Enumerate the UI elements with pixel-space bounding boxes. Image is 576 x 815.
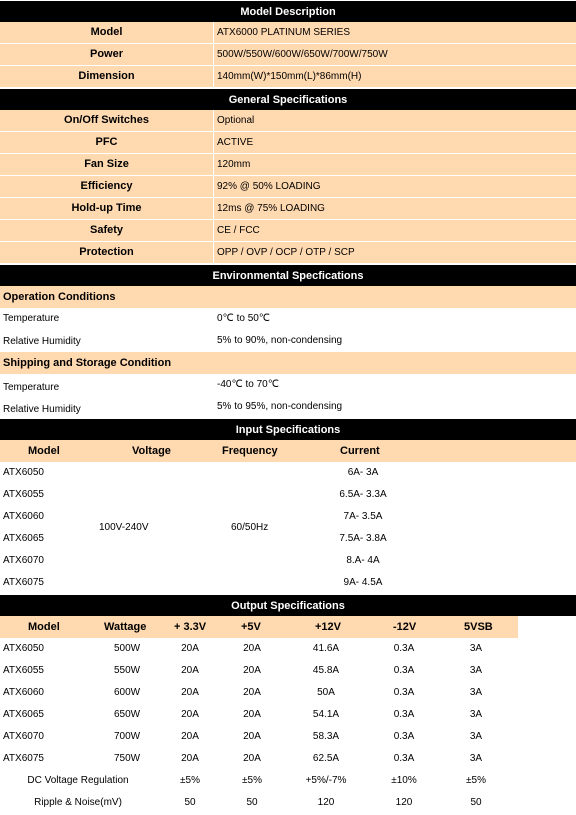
spec-value: 140mm(W)*150mm(L)*86mm(H) [217,71,362,82]
env-row-ship-humidity [0,396,576,418]
input-table-body [0,462,576,594]
column-header-12v: +12V [315,621,341,633]
spec-label: Efficiency [0,176,214,197]
output-5vsb: 3A [469,709,483,720]
column-header-5vsb: 5VSB [464,621,493,633]
output-neg12v: 0.3A [393,731,415,742]
output-wattage: 750W [114,753,141,764]
output-12v: 45.8A [312,665,340,676]
section-header-input: Input Specifications [0,418,576,440]
input-model: ATX6075 [3,577,44,588]
column-header-voltage: Voltage [132,445,171,457]
ripple-5vsb: 50 [470,797,482,808]
input-model: ATX6055 [3,489,44,500]
output-wattage: 700W [114,731,141,742]
spec-label: Power [0,44,214,65]
output-row [0,638,576,660]
spec-row-dimension [0,66,576,88]
spec-value: ATX6000 PLATINUM SERIES [217,27,351,38]
spec-label: Model [0,22,214,43]
spec-row-safety [0,220,576,242]
input-current: 6.5A- 3.3A [339,489,387,500]
output-column-headers [0,616,518,638]
spec-label: Fan Size [0,154,214,175]
column-header-5v: +5V [241,621,261,633]
spec-value: Optional [217,115,255,126]
output-5vsb: 3A [469,643,483,654]
output-wattage: 500W [114,643,141,654]
spec-value: ACTIVE [217,137,254,148]
spec-label: Safety [0,220,214,241]
input-frequency: 60/50Hz [231,522,269,533]
output-model: ATX6065 [3,709,44,720]
spec-row-model [0,22,576,44]
ripple-neg12v: 120 [395,797,413,808]
output-row [0,660,576,682]
input-current: 9A- 4.5A [343,577,383,588]
output-3v3: 20A [181,687,199,698]
output-wattage: 600W [114,687,141,698]
output-3v3: 20A [181,665,199,676]
subsection-title: Shipping and Storage Condition [3,357,172,369]
output-5v: 20A [243,643,261,654]
output-5v: 20A [243,709,261,720]
output-5vsb: 3A [469,731,483,742]
ripple-3v3: 50 [184,797,196,808]
spec-row-holdup [0,198,576,220]
input-current: 7A- 3.5A [343,511,383,522]
output-5v: 20A [243,687,261,698]
env-label: Temperature [3,382,60,393]
output-5v: 20A [243,753,261,764]
spec-row-fan-size [0,154,576,176]
regulation-5v: ±5% [242,775,262,786]
env-value: 5% to 90%, non-condensing [217,335,343,346]
regulation-5vsb: ±5% [466,775,486,786]
output-neg12v: 0.3A [393,753,415,764]
output-12v: 41.6A [312,643,340,654]
output-5vsb: 3A [469,665,483,676]
input-model: ATX6050 [3,467,44,478]
output-wattage: 550W [114,665,141,676]
output-neg12v: 0.3A [393,709,415,720]
output-row [0,726,576,748]
section-header-environmental: Environmental Specfications [0,264,576,286]
subsection-shipping [0,352,576,374]
regulation-12v: +5%/-7% [305,775,347,786]
env-label: Temperature [3,313,60,324]
input-model: ATX6060 [3,511,44,522]
output-5vsb: 3A [469,753,483,764]
env-label: Relative Humidity [3,336,81,347]
output-model: ATX6055 [3,665,44,676]
env-row-ship-temperature [0,374,576,396]
spec-value: 12ms @ 75% LOADING [217,203,325,214]
spec-label: Dimension [0,66,214,87]
input-current: 8.A- 4A [346,555,380,566]
output-5vsb: 3A [469,687,483,698]
output-5v: 20A [243,731,261,742]
regulation-label: DC Voltage Regulation [27,775,129,786]
input-model: ATX6070 [3,555,44,566]
regulation-3v3: ±5% [180,775,200,786]
env-value: 0℃ to 50℃ [217,313,271,324]
output-neg12v: 0.3A [393,643,415,654]
output-regulation-row [0,770,576,792]
spec-row-pfc [0,132,576,154]
output-neg12v: 0.3A [393,665,415,676]
output-row [0,682,576,704]
output-12v: 58.3A [312,731,340,742]
output-row [0,704,576,726]
spec-row-switches [0,110,576,132]
output-model: ATX6050 [3,643,44,654]
env-row-op-humidity [0,330,576,352]
spec-label: On/Off Switches [0,110,214,131]
input-current: 6A- 3A [347,467,379,478]
output-3v3: 20A [181,709,199,720]
output-3v3: 20A [181,643,199,654]
env-row-op-temperature [0,308,576,330]
subsection-title: Operation Conditions [3,291,116,303]
spec-label: Protection [0,242,214,263]
output-row [0,748,576,770]
spec-row-power [0,44,576,66]
column-header-wattage: Wattage [104,621,147,633]
output-12v: 62.5A [312,753,340,764]
column-header-model: Model [28,621,60,633]
output-model: ATX6075 [3,753,44,764]
spec-value: 120mm [217,159,251,170]
env-value: -40℃ to 70℃ [217,379,279,390]
column-header-neg12v: -12V [393,621,417,633]
spec-value: 92% @ 50% LOADING [217,181,321,192]
section-header-general: General Specifications [0,88,576,110]
column-header-model: Model [28,445,60,457]
output-3v3: 20A [181,753,199,764]
spec-value: OPP / OVP / OCP / OTP / SCP [217,247,355,258]
regulation-neg12v: ±10% [391,775,417,786]
output-5v: 20A [243,665,261,676]
input-voltage: 100V-240V [99,522,149,533]
output-neg12v: 0.3A [393,687,415,698]
input-model: ATX6065 [3,533,44,544]
output-model: ATX6070 [3,731,44,742]
output-ripple-row [0,792,576,814]
input-column-headers [0,440,576,462]
input-current: 7.5A- 3.8A [339,533,387,544]
column-header-3v3: + 3.3V [174,621,207,633]
env-label: Relative Humidity [3,404,81,415]
column-header-frequency: Frequency [222,445,278,457]
section-header-model-description: Model Description [0,0,576,22]
output-3v3: 20A [181,731,199,742]
output-12v: 50A [317,687,335,698]
spec-label: PFC [0,132,214,153]
ripple-5v: 50 [246,797,258,808]
section-header-output: Output Specifications [0,594,576,616]
spec-row-protection [0,242,576,264]
output-wattage: 650W [114,709,141,720]
spec-row-efficiency [0,176,576,198]
ripple-label: Ripple & Noise(mV) [34,797,122,808]
ripple-12v: 120 [317,797,335,808]
spec-value: 500W/550W/600W/650W/700W/750W [217,49,388,60]
column-header-current: Current [340,445,380,457]
output-model: ATX6060 [3,687,44,698]
subsection-operation [0,286,576,308]
output-12v: 54.1A [312,709,340,720]
spec-value: CE / FCC [217,225,260,236]
spec-label: Hold-up Time [0,198,214,219]
env-value: 5% to 95%, non-condensing [217,401,343,412]
